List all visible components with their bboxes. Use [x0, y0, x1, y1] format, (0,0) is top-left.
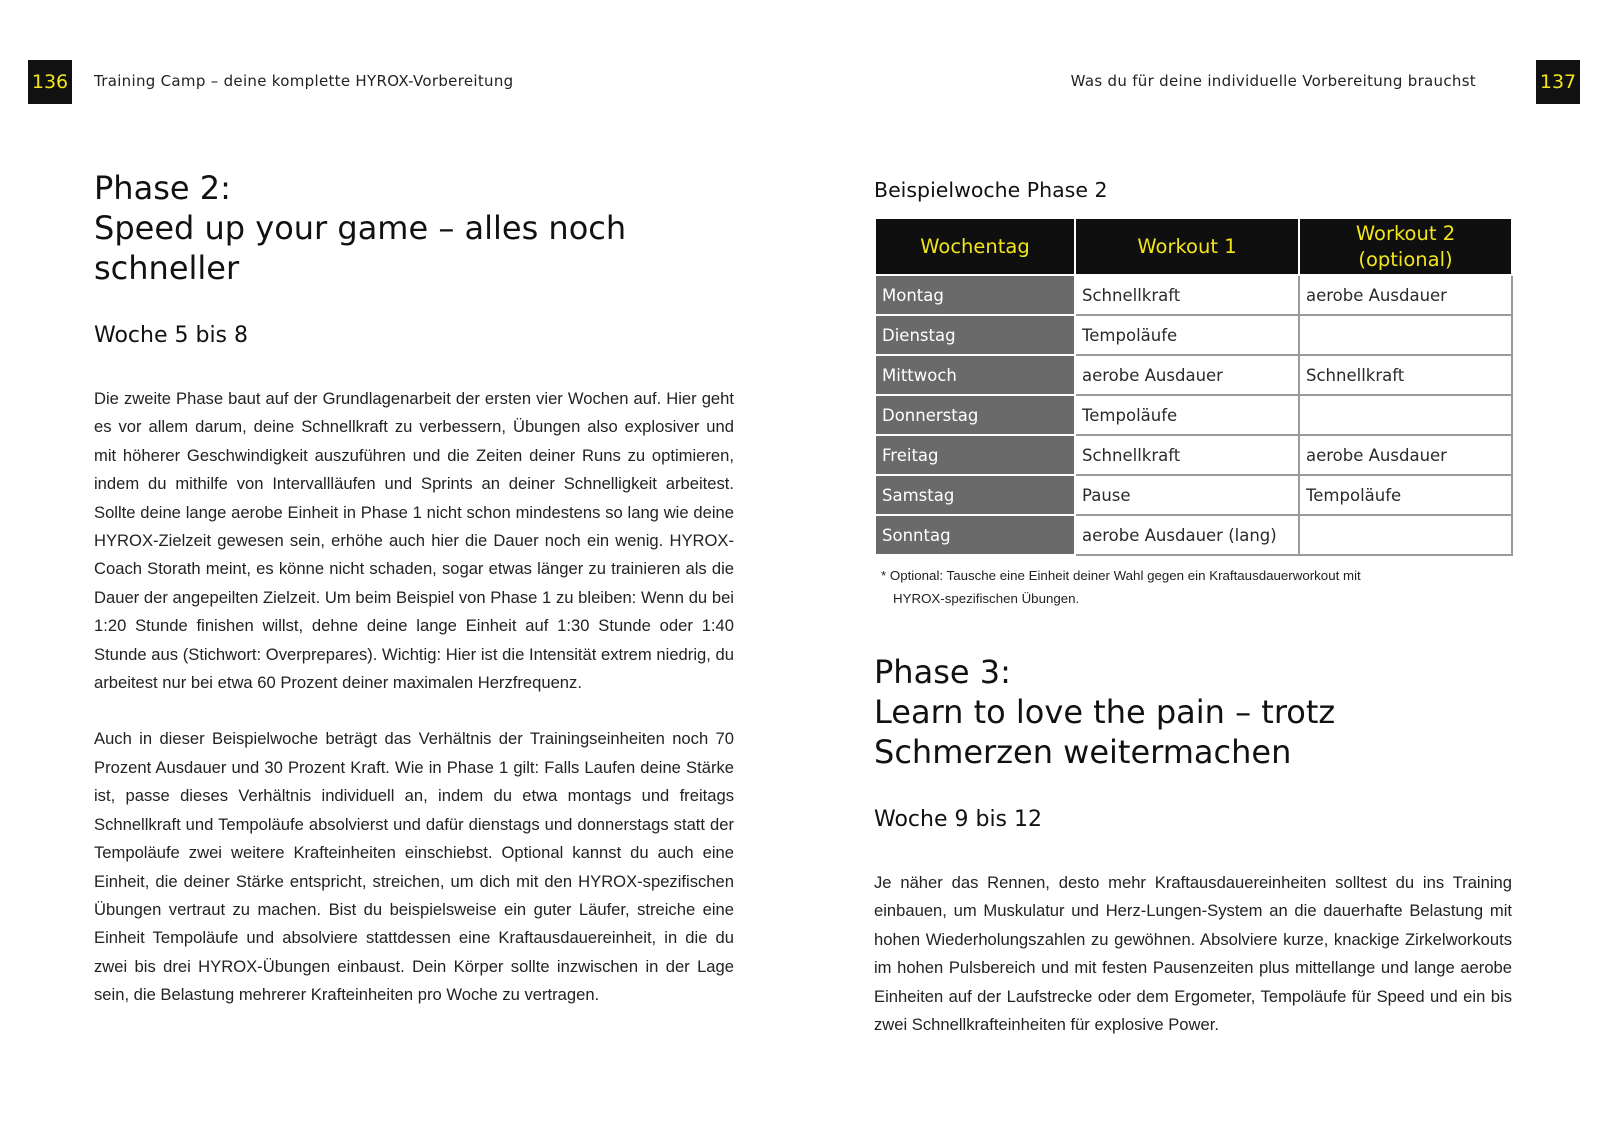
phase-2-title	[94, 168, 734, 288]
workout-1-cell: aerobe Ausdauer (lang)	[1075, 515, 1299, 555]
col-header-workout-1: Workout 1	[1075, 218, 1299, 275]
phase-2-paragraph-1: Die zweite Phase baut auf der Grundlagenarbeit der ersten vier Wochen auf. Hier geht es vor allem darum, deine Schnellkraft zu verbessern, Übungen also explosiver und mit höherer Geschwindigkeit auszuführen und die Zeiten deiner Runs zu optimieren, indem du mithilfe von Intervallläufen und Sprints an deiner Schnelligkeit arbeitest. Sollte deine lange aerobe Einheit in Phase 1 nicht schon mindestens so lang wie deine HYROX-Zielzeit gewesen sein, erhöhe auch hier die Dauer noch ein wenig. HYROX-Coach Storath meint, es könne nicht schaden, sogar etwas länger zu trainieren als die Dauer der angepeilten Zielzeit. Um beim Beispiel von Phase 1 zu bleiben: Wenn du bei 1:20 Stunde finishen willst, dehne deine lange Einheit auf 1:30 Stunde oder 1:40 Stunde aus (Stichwort: Overprepares). Wichtig: Hier ist die Intensität extrem niedrig, du arbeitest nur bei etwa 60 Prozent deiner maximalen Herzfrequenz.	[94, 389, 734, 693]
weekday-cell: Freitag	[875, 435, 1075, 475]
right-page-content	[874, 176, 1512, 1039]
phase-3-title-line2: Learn to love the pain – trotz Schmerzen weitermachen	[874, 693, 1336, 771]
workout-2-cell: Schnellkraft	[1299, 355, 1512, 395]
phase-2-paragraph-2: Auch in dieser Beispielwoche beträgt das Verhältnis der Trainingseinheiten noch 70 Prozent Ausdauer und 30 Prozent Kraft. Wie in Phase 1 gilt: Falls Laufen deine Stärke ist, passe dieses Verhältnis individuell an, indem du etwa montags und freitags Schnellkraft und Tempoläufe absolvierst und dafür dienstags und donnerstags statt der Tempoläufe zwei weitere Krafteinheiten einschiebst. Optional kannst du auch eine Einheit, die deiner Stärke entspricht, streichen, um dich mit den HYROX-spezifischen Übungen vertraut zu machen. Bist du beispielsweise ein guter Läufer, streiche eine Einheit Tempoläufe und absolviere stattdessen eine Kraftausdauereinheit, in die du zwei bis drei HYROX-Übungen einbaust. Dein Körper sollte inzwischen in der Lage sein, die Belastung mehrerer Krafteinheiten pro Woche zu vertragen.	[94, 729, 734, 1005]
phase-3-paragraph: Je näher das Rennen, desto mehr Kraftausdauereinheiten solltest du ins Training einbauen, um Muskulatur und Herz-Lungen-System an die dauerhafte Belastung mit hohen Wiederholungszahlen zu gewöhnen. Absolviere kurze, knackige Zirkelworkouts im hohen Pulsbereich und mit festen Pausenzeiten plus mittellange und lange aerobe Einheiten auf der Laufstrecke oder dem Ergometer, Tempoläufe für Speed und ein bis zwei Schnellkrafteinheiten für explosive Power.	[874, 873, 1512, 1035]
weekday-cell: Donnerstag	[875, 395, 1075, 435]
table-footnote: * Optional: Tausche eine Einheit deiner Wahl gegen ein Kraftausdauerworkout mit HYROX-spezifischen Übungen.	[881, 568, 1361, 606]
workout-1-cell: Schnellkraft	[1075, 435, 1299, 475]
col-header-workout-2: Workout 2 (optional)	[1299, 218, 1512, 275]
table-row	[875, 315, 1512, 355]
week-table	[874, 217, 1513, 556]
workout-1-cell: Pause	[1075, 475, 1299, 515]
table-row	[875, 515, 1512, 555]
table-row	[875, 275, 1512, 315]
table-row	[875, 395, 1512, 435]
left-running-title: Training Camp – deine komplette HYROX-Vorbereitung	[94, 72, 514, 90]
weekday-cell: Sonntag	[875, 515, 1075, 555]
table-title: Beispielwoche Phase 2	[874, 178, 1108, 202]
table-header-row	[875, 218, 1512, 275]
phase-3-week-heading: Woche 9 bis 12	[874, 807, 1043, 832]
table-row	[875, 355, 1512, 395]
workout-2-cell: Tempoläufe	[1299, 475, 1512, 515]
phase-2-title-line2: Speed up your game – alles noch schneller	[94, 209, 627, 287]
weekday-cell: Samstag	[875, 475, 1075, 515]
col-header-weekday: Wochentag	[875, 218, 1075, 275]
workout-2-cell: aerobe Ausdauer	[1299, 275, 1512, 315]
weekday-cell: Montag	[875, 275, 1075, 315]
workout-2-cell: aerobe Ausdauer	[1299, 435, 1512, 475]
workout-1-cell: Tempoläufe	[1075, 395, 1299, 435]
right-running-title: Was du für deine individuelle Vorbereitung brauchst	[1070, 72, 1476, 90]
weekday-cell: Mittwoch	[875, 355, 1075, 395]
workout-2-cell	[1299, 395, 1512, 435]
table-row	[875, 475, 1512, 515]
phase-3-title-line1: Phase 3:	[874, 653, 1011, 691]
right-page-number: 137	[1536, 60, 1580, 104]
workout-2-cell	[1299, 315, 1512, 355]
workout-2-cell	[1299, 515, 1512, 555]
weekday-cell: Dienstag	[875, 315, 1075, 355]
phase-2-week-heading: Woche 5 bis 8	[94, 323, 249, 348]
workout-1-cell: aerobe Ausdauer	[1075, 355, 1299, 395]
phase-2-title-line1: Phase 2:	[94, 169, 231, 207]
left-page-content	[94, 168, 734, 1010]
phase-3-title	[874, 652, 1512, 772]
workout-1-cell: Tempoläufe	[1075, 315, 1299, 355]
table-row	[875, 435, 1512, 475]
left-page-number: 136	[28, 60, 72, 104]
workout-1-cell: Schnellkraft	[1075, 275, 1299, 315]
